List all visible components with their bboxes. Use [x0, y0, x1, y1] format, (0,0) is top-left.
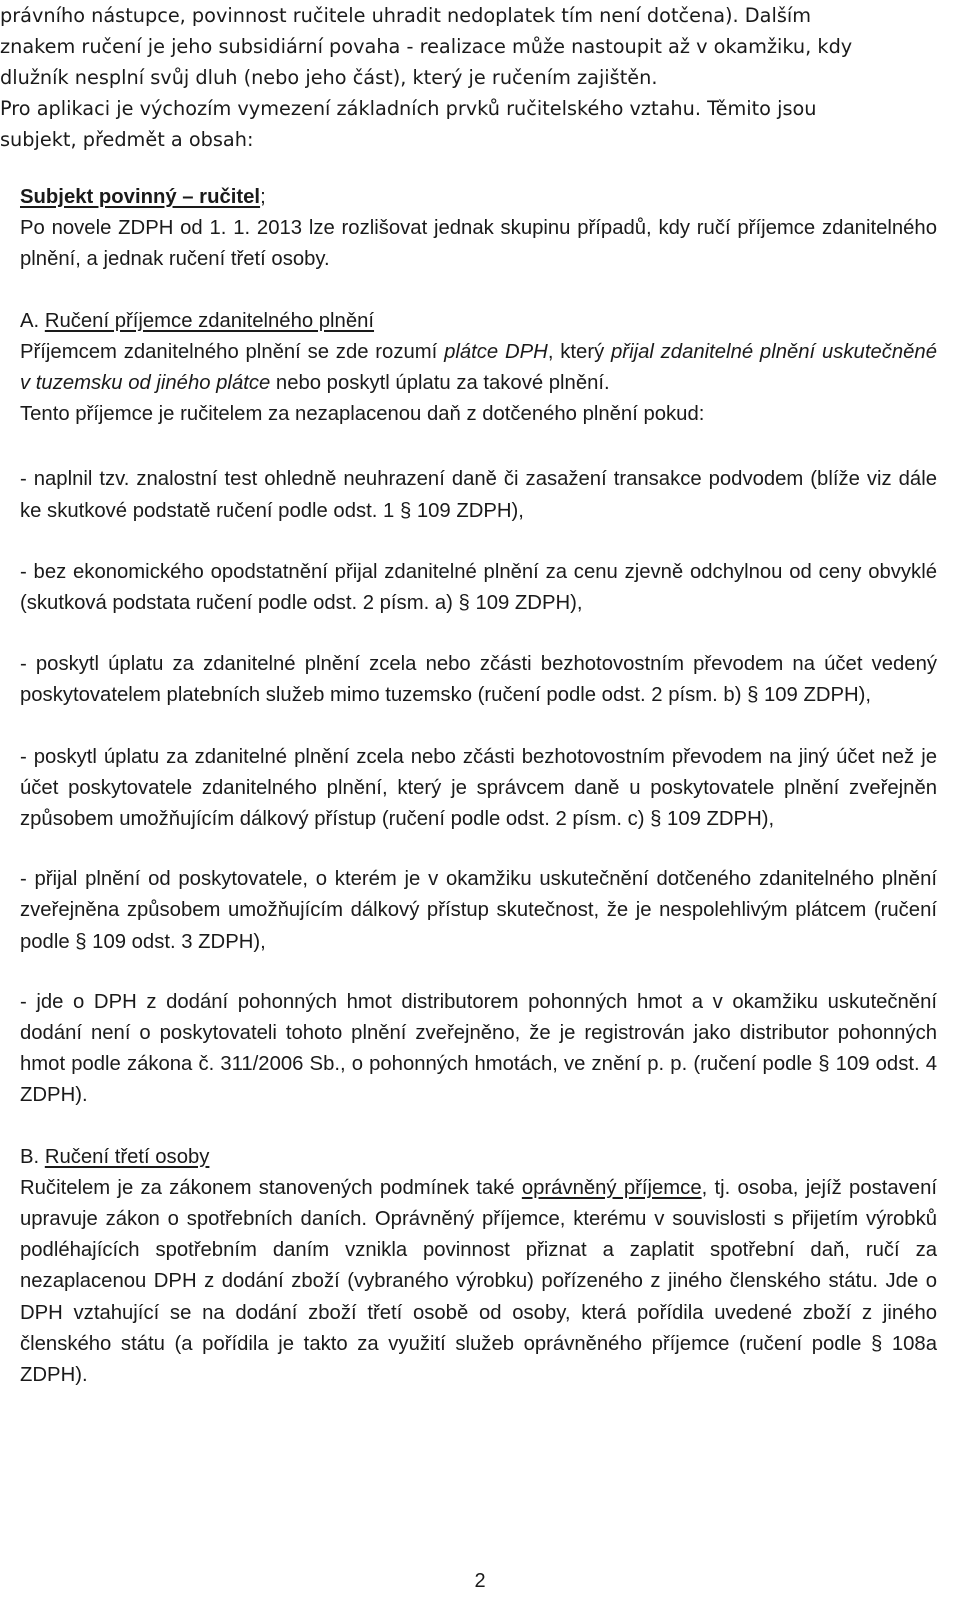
intro-block: [0, 0, 942, 155]
intro-line: právního nástupce, povinnost ručitele uhradit nedoplatek tím není dotčena). Dalším: [0, 4, 811, 27]
section-a-letter: A.: [20, 309, 40, 332]
definition-italic: plátce DPH: [444, 340, 548, 363]
intro-line: znakem ručení je jeho subsidiární povaha - realizace může nastoupit až v okamžiku, kdy: [0, 35, 853, 58]
list-item: - naplnil tzv. znalostní test ohledně neuhrazení daně či zasažení transakce podvodem (blíže viz dále ke skutkové podstatě ručení podle odst. 1 § 109 ZDPH),: [20, 468, 937, 522]
novela-paragraph: Po novele ZDPH od 1. 1. 2013 lze rozlišovat jednak skupinu případů, kdy ručí příjemce zdanitelného plnění, a jednak ručení třetí osoby.: [20, 217, 937, 271]
intro-line: subjekt, předmět a obsah:: [0, 128, 254, 151]
list-item: - poskytl úplatu za zdanitelné plnění zcela nebo zčásti bezhotovostním převodem na jiný účet než je účet poskytovatele zdanitelného plnění, který je správcem daně u poskytovatele plnění zveřejněn způsobem umožňujícím dálkový přístup (ručení podle odst. 2 písm. c) § 109 ZDPH),: [20, 745, 937, 831]
section-b-heading: [20, 1142, 937, 1173]
main-content: [20, 182, 937, 1391]
intro-line: dlužník nesplní svůj dluh (nebo jeho část), který je ručením zajištěn.: [0, 66, 658, 89]
definition-text: nebo poskytl úplatu za takové plnění.: [270, 372, 610, 395]
section-a-heading: [20, 306, 937, 337]
term-underlined: oprávněný příjemce: [521, 1176, 702, 1199]
section-a-title: Ručení příjemce zdanitelného plnění: [44, 309, 375, 332]
list-item: - poskytl úplatu za zdanitelné plnění zcela nebo zčásti bezhotovostním převodem na účet vedený poskytovatelem platebních služeb mimo tuzemsko (ručení podle odst. 2 písm. b) § 109 ZDPH),: [20, 653, 937, 707]
definition-text: Příjemcem zdanitelného plnění se zde rozumí: [20, 340, 445, 363]
definition-text: , který: [547, 340, 612, 363]
list-item: - bez ekonomického opodstatnění přijal zdanitelné plnění za cenu zjevně odchylnou od ceny obvyklé (skutková podstata ručení podle odst. 2 písm. a) § 109 ZDPH),: [20, 560, 937, 615]
intro-line: Pro aplikaci je výchozím vymezení základních prvků ručitelského vztahu. Těmito jsou: [0, 97, 817, 120]
paragraph-text: , tj. osoba, jejíž postavení upravuje zákon o spotřebních daních. Oprávněný příjemce, kterému v souvislosti s přijetím výrobků podléhajících spotřebním daním vznikla povinnost přiznat a zaplatit spotřební daň, ručí za nezaplacenou DPH z dodání zboží (vybraného výrobku) pořízeného z jiného členského státu. Jde o DPH vztahující se na dodání zboží třetí osobě od osoby, která pořídila uvedené zboží z jiného členského státu (a pořídila je takto za využití služeb oprávněného příjemce (ručení podle § 108a ZDPH).: [20, 1176, 937, 1387]
section-b-title: Ručení třetí osoby: [44, 1145, 210, 1168]
subject-heading-text: Subjekt povinný – ručitel: [20, 186, 261, 208]
subject-heading: [20, 182, 937, 213]
subject-heading-tail: ;: [260, 186, 266, 208]
list-item: - přijal plnění od poskytovatele, o kterém je v okamžiku uskutečnění dotčeného zdanitelného plnění zveřejněna způsobem umožňujícím dálkový přístup skutečnost, že je nespolehlivým plátcem (ručení podle § 109 odst. 3 ZDPH),: [20, 868, 937, 953]
list-item: - jde o DPH z dodání pohonných hmot distributorem pohonných hmot a v okamžiku uskutečnění dodání není o poskytovateli tohoto plnění zveřejněno, že je registrován jako distributor pohonných hmot podle zákona č. 311/2006 Sb., o pohonných hmotách, ve znění p. p. (ručení podle § 109 odst. 4 ZDPH).: [20, 990, 937, 1107]
section-a-lead: Tento příjemce je ručitelem za nezaplacenou daň z dotčeného plnění pokud:: [20, 403, 705, 426]
page-number: 2: [474, 1570, 486, 1592]
section-a-definition: [20, 337, 937, 399]
section-b-paragraph: [20, 1173, 937, 1391]
definition-italic: přijal zdanitelné plnění uskutečněné v tuzemsku od jiného plátce: [20, 340, 937, 395]
section-b-letter: B.: [20, 1145, 40, 1168]
paragraph-text: Ručitelem je za zákonem stanovených podmínek také: [20, 1176, 522, 1199]
